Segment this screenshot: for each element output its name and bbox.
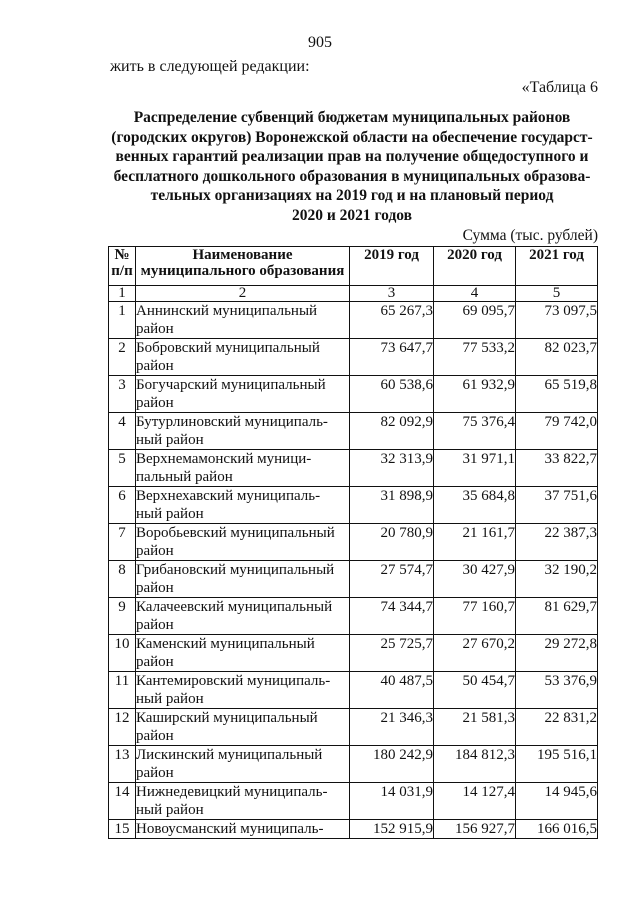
value-2020: 156 927,7 <box>434 820 516 839</box>
value-2021: 73 097,5 <box>516 302 598 339</box>
title-line: тельных организациях на 2019 год и на плановый период <box>150 187 554 204</box>
value-2021: 14 945,6 <box>516 783 598 820</box>
column-index: 2 <box>136 286 350 302</box>
municipality-name <box>136 598 350 635</box>
value-2019: 82 092,9 <box>350 413 434 450</box>
value-2019: 40 487,5 <box>350 672 434 709</box>
value-2021: 37 751,6 <box>516 487 598 524</box>
value-2020: 75 376,4 <box>434 413 516 450</box>
column-index: 5 <box>516 286 598 302</box>
value-2020: 21 161,7 <box>434 524 516 561</box>
header-2019: 2019 год <box>350 247 434 286</box>
value-2019: 25 725,7 <box>350 635 434 672</box>
value-2020: 184 812,3 <box>434 746 516 783</box>
value-2020: 69 095,7 <box>434 302 516 339</box>
value-2019: 73 647,7 <box>350 339 434 376</box>
value-2019: 180 242,9 <box>350 746 434 783</box>
value-2019: 74 344,7 <box>350 598 434 635</box>
municipality-name-line2: пальный район <box>136 469 233 485</box>
value-2020: 77 533,2 <box>434 339 516 376</box>
table-row <box>109 339 598 376</box>
row-number: 2 <box>109 339 136 376</box>
municipality-name-line2: район <box>136 654 174 670</box>
row-number: 8 <box>109 561 136 598</box>
value-2019: 65 267,3 <box>350 302 434 339</box>
municipality-name-line1: Богучарский муниципальный <box>136 377 326 393</box>
municipality-name-line1: Каменский муниципальный <box>136 636 315 652</box>
municipality-name-line1: Бобровский муниципальный <box>136 340 320 356</box>
municipality-name-line2: ный район <box>136 691 204 707</box>
municipality-name-line2: район <box>136 580 174 596</box>
column-index: 1 <box>109 286 136 302</box>
table-row <box>109 561 598 598</box>
value-2019: 21 346,3 <box>350 709 434 746</box>
table-row <box>109 783 598 820</box>
municipality-name <box>136 709 350 746</box>
header-2020: 2020 год <box>434 247 516 286</box>
municipality-name-line2: район <box>136 728 174 744</box>
value-2020: 21 581,3 <box>434 709 516 746</box>
municipality-name-line1: Верхнехавский муниципаль- <box>136 488 321 504</box>
table-reference: «Таблица 6 <box>521 79 598 96</box>
row-number: 15 <box>109 820 136 839</box>
row-number: 1 <box>109 302 136 339</box>
municipality-name: Новоусманский муниципаль- <box>136 820 350 839</box>
document-title <box>108 108 596 225</box>
value-2020: 31 971,1 <box>434 450 516 487</box>
header-num-line1: № <box>114 247 130 263</box>
value-2019: 14 031,9 <box>350 783 434 820</box>
value-2021: 33 822,7 <box>516 450 598 487</box>
municipality-name-line2: ный район <box>136 432 204 448</box>
value-2019: 32 313,9 <box>350 450 434 487</box>
value-2019: 31 898,9 <box>350 487 434 524</box>
header-name-line1: Наименование <box>192 247 293 263</box>
municipality-name <box>136 450 350 487</box>
header-name-line2: муниципального образования <box>140 263 345 279</box>
row-number: 14 <box>109 783 136 820</box>
municipality-name-line2: район <box>136 543 174 559</box>
header-num <box>109 247 136 286</box>
municipality-name-line1: Нижнедевицкий муниципаль- <box>136 784 328 800</box>
title-line: 2020 и 2021 годов <box>291 206 413 224</box>
value-2020: 14 127,4 <box>434 783 516 820</box>
municipality-name-line2: район <box>136 321 174 337</box>
title-line: Распределение субвенций бюджетам муниципальных районов <box>133 109 571 126</box>
table-row <box>109 598 598 635</box>
municipality-name-line1: Каширский муниципальный <box>136 710 318 726</box>
row-number: 10 <box>109 635 136 672</box>
municipality-name-line2: ный район <box>136 506 204 522</box>
value-2019: 152 915,9 <box>350 820 434 839</box>
page-number: 905 <box>308 34 332 51</box>
row-number: 5 <box>109 450 136 487</box>
table-row <box>109 709 598 746</box>
municipality-name-line2: район <box>136 765 174 781</box>
value-2020: 50 454,7 <box>434 672 516 709</box>
row-number: 11 <box>109 672 136 709</box>
row-number: 13 <box>109 746 136 783</box>
intro-text: жить в следующей редакции: <box>110 58 310 75</box>
municipality-name <box>136 746 350 783</box>
column-index-row <box>109 286 598 302</box>
row-number: 3 <box>109 376 136 413</box>
row-number: 4 <box>109 413 136 450</box>
municipality-name-line1: Бутурлиновский муниципаль- <box>136 414 328 430</box>
municipality-name-line1: Кантемировский муниципаль- <box>136 673 331 689</box>
value-2020: 35 684,8 <box>434 487 516 524</box>
municipality-name <box>136 339 350 376</box>
municipality-name <box>136 302 350 339</box>
table-row <box>109 524 598 561</box>
value-2021: 82 023,7 <box>516 339 598 376</box>
value-2020: 77 160,7 <box>434 598 516 635</box>
table-row <box>109 376 598 413</box>
table-row <box>109 672 598 709</box>
municipality-name <box>136 783 350 820</box>
municipality-name-line1: Лискинский муниципальный <box>136 747 323 763</box>
municipality-name-line1: Аннинский муниципальный <box>136 303 318 319</box>
municipality-name <box>136 487 350 524</box>
municipality-name-line1: Калачеевский муниципальный <box>136 599 333 615</box>
value-2021: 195 516,1 <box>516 746 598 783</box>
municipality-name-line2: район <box>136 617 174 633</box>
table-row <box>109 450 598 487</box>
row-number: 9 <box>109 598 136 635</box>
value-2021: 166 016,5 <box>516 820 598 839</box>
header-row <box>109 247 598 286</box>
value-2020: 61 932,9 <box>434 376 516 413</box>
header-num-line2: п/п <box>111 263 133 279</box>
municipality-name-line2: ный район <box>136 802 204 818</box>
value-2020: 30 427,9 <box>434 561 516 598</box>
value-2019: 27 574,7 <box>350 561 434 598</box>
value-2021: 29 272,8 <box>516 635 598 672</box>
value-2021: 22 387,3 <box>516 524 598 561</box>
municipality-name-line1: Грибановский муниципальный <box>136 562 335 578</box>
table-row <box>109 635 598 672</box>
municipality-name <box>136 635 350 672</box>
municipality-name <box>136 413 350 450</box>
municipality-name-line2: район <box>136 358 174 374</box>
units-caption: Сумма (тыс. рублей) <box>462 227 598 244</box>
value-2021: 32 190,2 <box>516 561 598 598</box>
value-2021: 65 519,8 <box>516 376 598 413</box>
value-2020: 27 670,2 <box>434 635 516 672</box>
table-row <box>109 820 598 839</box>
municipality-name-line2: район <box>136 395 174 411</box>
municipality-name <box>136 561 350 598</box>
row-number: 7 <box>109 524 136 561</box>
value-2021: 22 831,2 <box>516 709 598 746</box>
title-line: бесплатного дошкольного образования в муниципальных образова- <box>113 167 591 185</box>
municipality-name-line1: Верхнемамонский муници- <box>136 451 312 467</box>
value-2019: 20 780,9 <box>350 524 434 561</box>
table-row <box>109 413 598 450</box>
value-2021: 53 376,9 <box>516 672 598 709</box>
table-row <box>109 487 598 524</box>
table-row <box>109 302 598 339</box>
municipality-name <box>136 524 350 561</box>
column-index: 3 <box>350 286 434 302</box>
row-number: 6 <box>109 487 136 524</box>
value-2021: 81 629,7 <box>516 598 598 635</box>
header-2021: 2021 год <box>516 247 598 286</box>
subsidy-table <box>108 246 598 839</box>
title-line: (городских округов) Воронежской области на обеспечение государст- <box>111 128 593 146</box>
title-line: венных гарантий реализации прав на получение общедоступного и <box>115 148 589 165</box>
value-2021: 79 742,0 <box>516 413 598 450</box>
municipality-name <box>136 376 350 413</box>
table-row <box>109 746 598 783</box>
row-number: 12 <box>109 709 136 746</box>
municipality-name <box>136 672 350 709</box>
municipality-name-line1: Воробьевский муниципальный <box>136 525 335 541</box>
column-index: 4 <box>434 286 516 302</box>
value-2019: 60 538,6 <box>350 376 434 413</box>
header-name <box>136 247 350 286</box>
